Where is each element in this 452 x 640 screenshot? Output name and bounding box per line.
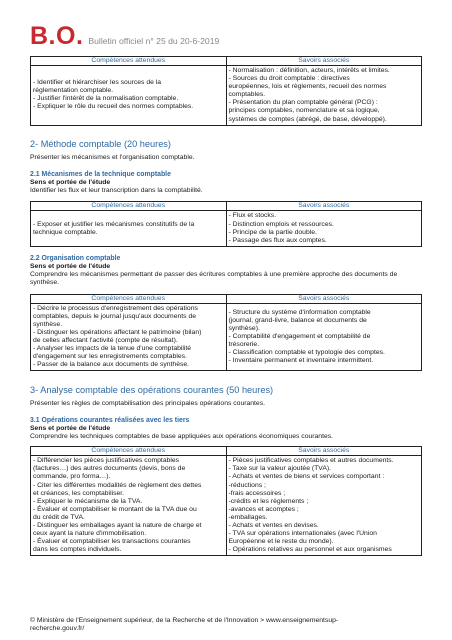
cell-line: synthèse). (228, 324, 260, 332)
cell-line: - Expliquer le mécanisme de la TVA. (33, 497, 143, 505)
cell-line: - Structure du système d'information comptable (228, 308, 371, 316)
cell-line: - Classification comptable et typologie des comptes. (228, 349, 385, 357)
cell-line: -avances et acomptes ; (228, 505, 299, 513)
column-header-competences: Compétences attendues (31, 447, 227, 456)
cell-line: - Sources du droit comptable : directives (228, 75, 350, 83)
document-content (30, 56, 422, 556)
cell-line: - Évaluer et comptabiliser les transactions courantes (33, 538, 191, 546)
column-header-savoirs: Savoirs associés (226, 57, 422, 66)
bulletin-title: Bulletin officiel n° 25 du 20-6-2019 (88, 36, 220, 46)
subsection-text: Identifier les flux et leur transcription dans la comptabilité. (30, 187, 203, 195)
competences-cell (31, 211, 227, 246)
cell-line: - TVA sur opérations internationales (avec l'Union (228, 530, 377, 538)
text-line: Comprendre les mécanismes permettant de passer des écritures comptables à une première approche des documents de (30, 271, 398, 279)
cell-line: trésorerie. (228, 341, 260, 349)
cell-line: - Comptabilité d'engagement et comptabilité de (228, 332, 371, 340)
section-title: 2- Méthode comptable (20 heures) (30, 138, 171, 149)
cell-line: commande, pro forma…). (33, 473, 111, 481)
cell-line: - Justifier l'intérêt de la normalisation comptable. (33, 95, 179, 103)
footer-line: recherche.gouv.fr/ (30, 625, 85, 633)
competences-cell (31, 66, 227, 126)
cell-line: - Normalisation : définition, acteurs, intérêts et limites. (228, 67, 390, 74)
subsection-title: 3.1 Opérations courantes réalisées avec les tiers (30, 416, 190, 424)
cell-line: systèmes de comptes (abrégé, de base, développé). (228, 115, 387, 123)
cell-line: - Passer de la balance aux documents de synthèse. (33, 361, 190, 369)
table-organisation (30, 294, 422, 372)
cell-line: synthèse. (33, 320, 63, 328)
subsection-text: Comprendre les techniques comptables de base appliquées aux opérations économiques courantes. (30, 433, 334, 441)
subsection-label: Sens et portée de l'étude (30, 179, 111, 187)
column-header-competences: Compétences attendues (31, 294, 227, 303)
cell-line: comptables. (228, 91, 266, 99)
cell-line: -emballages. (228, 513, 268, 521)
cell-line: européennes, lois et règlements, recueil des normes (228, 83, 387, 91)
footer-line: © Ministère de l'Enseignement supérieur, de la Recherche et de l'Innovation > www.enseignementsup- (30, 617, 339, 624)
table-row (31, 211, 422, 246)
cell-line: -crédits et les règlements ; (228, 497, 309, 505)
cell-line: ceux ayant la nature d'immobilisation. (33, 530, 147, 538)
cell-line: - Inventaire permanent et inventaire intermittent. (228, 357, 374, 365)
page-footer (30, 617, 422, 633)
subsection-title: 2.2 Organisation comptable (30, 254, 121, 262)
bo-logo: B.O. (30, 22, 84, 50)
savoirs-cell (226, 66, 422, 126)
cell-line: Européenne et le reste du monde). (228, 538, 334, 546)
cell-line: - Pièces justificatives comptables et autres documents. (228, 457, 394, 465)
cell-line: -réductions ; (228, 481, 266, 489)
table-row (31, 66, 422, 126)
subsection-text (30, 271, 422, 287)
cell-line: technique comptable. (33, 228, 98, 236)
cell-line: et créances, les comptabiliser. (33, 489, 125, 497)
savoirs-cell (226, 211, 422, 246)
section-title: 3- Analyse comptable des opérations courantes (50 heures) (30, 385, 274, 396)
cell-line: - Passage des flux aux comptes. (228, 236, 327, 244)
column-header-savoirs: Savoirs associés (226, 202, 422, 211)
column-header-competences: Compétences attendues (31, 57, 227, 66)
cell-line: - Achats et ventes de biens et services comportant : (228, 473, 385, 481)
cell-line: (factures…) des autres documents (devis, bons de (33, 465, 186, 473)
column-header-savoirs: Savoirs associés (226, 447, 422, 456)
section-intro: Présenter les règles de comptabilisation des principales opérations courantes. (30, 400, 266, 408)
cell-line: - Différencier les pièces justificatives comptables (33, 457, 180, 465)
cell-line: - Distinguer les opérations affectant le patrimoine (bilan) (33, 328, 202, 336)
cell-line: -frais accessoires ; (228, 489, 286, 497)
subsection-label: Sens et portée de l'étude (30, 424, 111, 432)
cell-line: - Distinguer les emballages ayant la nature de charge et (33, 521, 202, 529)
subsection-label: Sens et portée de l'étude (30, 263, 111, 271)
table-normalisation (30, 56, 422, 126)
table-operations-courantes (30, 446, 422, 556)
table-row (31, 303, 422, 371)
cell-line: - Distinction emplois et ressources. (228, 220, 334, 228)
cell-line: - Principe de la partie double. (228, 228, 317, 236)
text-line: synthèse. (30, 279, 60, 287)
cell-line: - Flux et stocks. (228, 212, 277, 220)
cell-line: dans les comptes individuels. (33, 546, 122, 554)
cell-line: - Identifier et hiérarchiser les sources de la (33, 79, 162, 87)
savoirs-cell (226, 456, 422, 556)
table-mecanismes (30, 201, 422, 246)
cell-line: - Opérations relatives au personnel et aux organismes (228, 546, 392, 554)
page-header (30, 22, 219, 48)
cell-line: d'engagement sur les enregistrements comptables. (33, 353, 187, 361)
cell-line: (journal, grand-livre, balance et documents de (228, 316, 367, 324)
cell-line: de celles affectant l'activité (compte de résultat). (33, 337, 178, 345)
table-row (31, 456, 422, 556)
cell-line: - Citer les différentes modalités de règlement des dettes (33, 481, 202, 489)
cell-line: principes comptables, nomenclature et sa logique, (228, 107, 380, 115)
cell-line: - Analyser les impacts de la tenue d'une comptabilité (33, 345, 192, 353)
cell-line: comptables, depuis le journal jusqu'aux documents de (33, 312, 197, 320)
cell-line: - Achats et ventes en devises. (228, 521, 319, 529)
cell-line: du crédit de TVA. (33, 513, 85, 521)
section-intro: Présenter les mécanismes et l'organisation comptable. (30, 153, 195, 161)
column-header-competences: Compétences attendues (31, 202, 227, 211)
cell-line: - Taxe sur la valeur ajoutée (TVA). (228, 465, 332, 473)
competences-cell (31, 303, 227, 371)
subsection-title: 2.1 Mécanismes de la technique comptable (30, 170, 171, 178)
cell-line: - Évaluer et comptabiliser le montant de la TVA due ou (33, 505, 197, 513)
cell-line: - Présentation du plan comptable général (PCG) : (228, 99, 378, 107)
competences-cell (31, 456, 227, 556)
cell-line: - Expliquer le rôle du recueil des normes comptables. (33, 103, 194, 111)
cell-line: - Décrire le processus d'enregistrement des opérations (33, 304, 198, 312)
column-header-savoirs: Savoirs associés (226, 294, 422, 303)
cell-line: - Exposer et justifier les mécanismes constitutifs de la (33, 220, 195, 228)
cell-line: réglementation comptable. (33, 87, 114, 95)
savoirs-cell (226, 303, 422, 371)
